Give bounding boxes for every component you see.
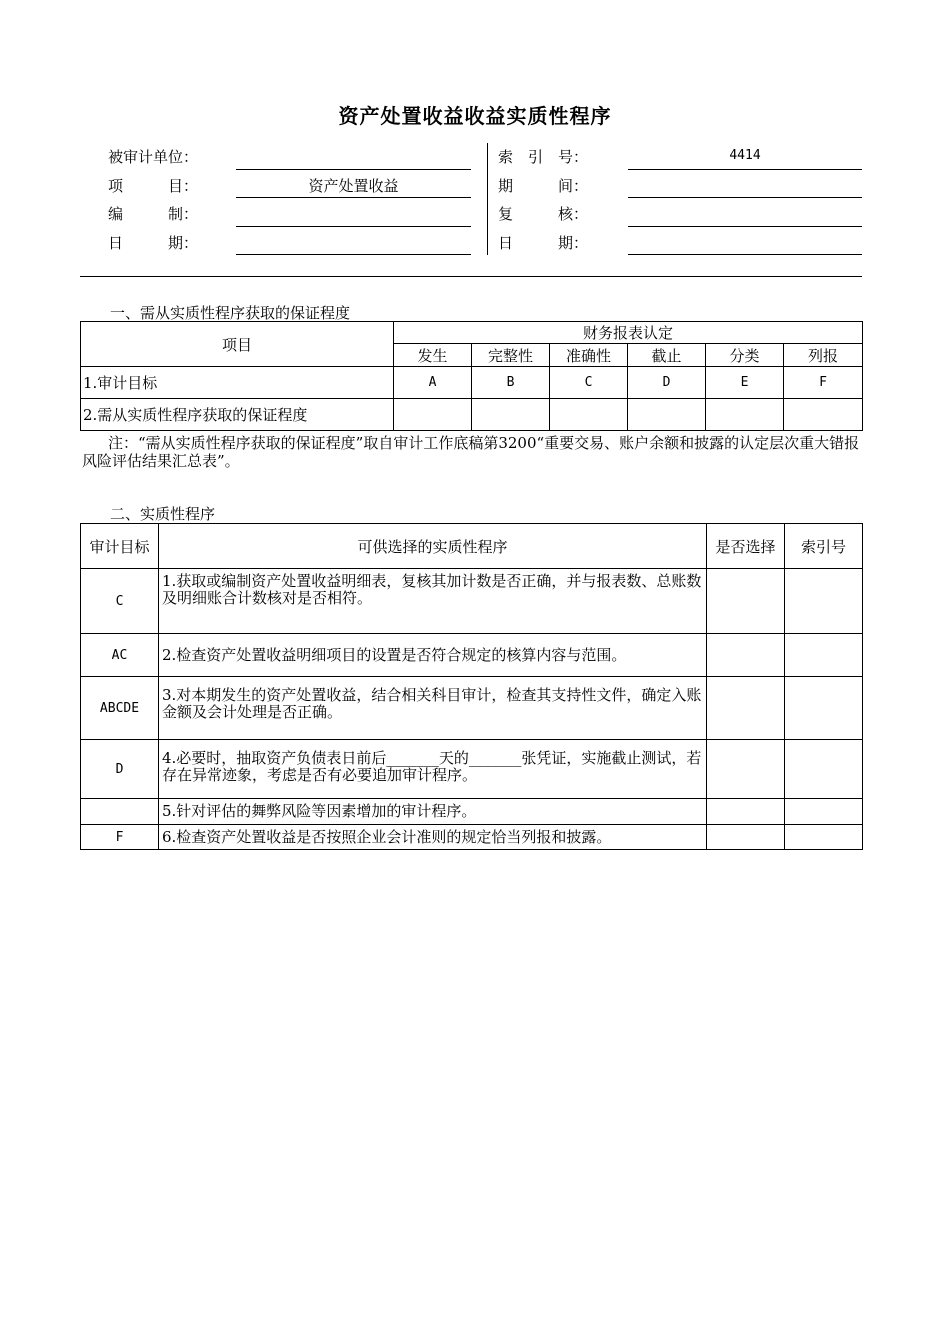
reviewer-label: 复 核： bbox=[498, 205, 589, 223]
reviewer-field[interactable] bbox=[628, 226, 862, 227]
table-row bbox=[81, 799, 863, 825]
index-cell[interactable] bbox=[785, 569, 863, 634]
table-row bbox=[81, 740, 863, 799]
assurance-table bbox=[80, 321, 863, 431]
procedure-cell: 6.检查资产处置收益是否按照企业会计准则的规定恰当列报和披露。 bbox=[159, 825, 707, 850]
table-row bbox=[81, 367, 863, 399]
objective-cell: C bbox=[550, 367, 628, 399]
index-cell[interactable] bbox=[785, 740, 863, 799]
period-label: 期 间： bbox=[498, 177, 589, 195]
table-row bbox=[81, 677, 863, 740]
preparer-label: 编 制： bbox=[108, 205, 199, 223]
index-header: 索引号 bbox=[785, 524, 863, 569]
objective-cell: E bbox=[706, 367, 784, 399]
header-bottom-rule bbox=[80, 276, 862, 277]
procedure-header: 可供选择的实质性程序 bbox=[159, 524, 707, 569]
objective-cell: D bbox=[81, 740, 159, 799]
objective-header: 审计目标 bbox=[81, 524, 159, 569]
item-label: 项 目： bbox=[108, 177, 199, 195]
selected-cell[interactable] bbox=[707, 740, 785, 799]
auditee-field[interactable] bbox=[236, 169, 471, 170]
table-row bbox=[81, 569, 863, 634]
procedure-cell: 3.对本期发生的资产处置收益，结合相关科目审计，检查其支持性文件，确定入账金额及会计处理是否正确。 bbox=[159, 677, 707, 740]
procedure-cell: 4.必要时，抽取资产负债表日前后_______天的_______张凭证，实施截止测试，若存在异常迹象，考虑是否有必要追加审计程序。 bbox=[159, 740, 707, 799]
assertion-header: 截止 bbox=[628, 344, 706, 367]
review-date-field[interactable] bbox=[628, 254, 862, 255]
assertion-header: 完整性 bbox=[472, 344, 550, 367]
table-row bbox=[81, 634, 863, 677]
index-cell[interactable] bbox=[785, 634, 863, 677]
objective-cell: F bbox=[81, 825, 159, 850]
selected-cell[interactable] bbox=[707, 569, 785, 634]
selected-cell[interactable] bbox=[707, 634, 785, 677]
selected-cell[interactable] bbox=[707, 799, 785, 825]
assertion-header: 列报 bbox=[784, 344, 863, 367]
selected-header: 是否选择 bbox=[707, 524, 785, 569]
table-row bbox=[81, 399, 863, 431]
row-label: 2.需从实质性程序获取的保证程度 bbox=[81, 399, 394, 431]
index-cell[interactable] bbox=[785, 677, 863, 740]
assurance-cell[interactable] bbox=[784, 399, 863, 431]
period-field[interactable] bbox=[628, 197, 862, 198]
procedure-cell: 5.针对评估的舞弊风险等因素增加的审计程序。 bbox=[159, 799, 707, 825]
assertions-group-header: 财务报表认定 bbox=[394, 322, 863, 344]
objective-cell: A bbox=[394, 367, 472, 399]
assurance-cell[interactable] bbox=[628, 399, 706, 431]
objective-cell: ABCDE bbox=[81, 677, 159, 740]
assurance-cell[interactable] bbox=[706, 399, 784, 431]
assertion-header: 准确性 bbox=[550, 344, 628, 367]
objective-cell: C bbox=[81, 569, 159, 634]
objective-cell: AC bbox=[81, 634, 159, 677]
auditee-label: 被审计单位： bbox=[108, 148, 199, 166]
index-no-field[interactable] bbox=[628, 169, 862, 170]
index-cell[interactable] bbox=[785, 799, 863, 825]
procedure-cell: 1.获取或编制资产处置收益明细表，复核其加计数是否正确，并与报表数、总账数及明细账合计数核对是否相符。 bbox=[159, 569, 707, 634]
prep-date-label: 日 期： bbox=[108, 234, 199, 252]
objective-cell: D bbox=[628, 367, 706, 399]
section2-title: 二、实质性程序 bbox=[110, 505, 216, 523]
procedure-cell: 2.检查资产处置收益明细项目的设置是否符合规定的核算内容与范围。 bbox=[159, 634, 707, 677]
assurance-cell[interactable] bbox=[394, 399, 472, 431]
assertion-header: 分类 bbox=[706, 344, 784, 367]
source-note: 注：“需从实质性程序获取的保证程度”取自审计工作底稿第3200“重要交易、账户余额和披露的认定层次重大错报风险评估结果汇总表”。 bbox=[82, 434, 860, 470]
preparer-field[interactable] bbox=[236, 226, 471, 227]
header-divider bbox=[487, 143, 488, 255]
item-value: 资产处置收益 bbox=[308, 177, 399, 195]
objective-cell bbox=[81, 799, 159, 825]
table-row bbox=[81, 825, 863, 850]
index-no-value: 4414 bbox=[729, 148, 761, 163]
selected-cell[interactable] bbox=[707, 825, 785, 850]
page-title: 资产处置收益收益实质性程序 bbox=[338, 104, 612, 128]
row-label: 1.审计目标 bbox=[81, 367, 394, 399]
assurance-cell[interactable] bbox=[550, 399, 628, 431]
col-item-header: 项目 bbox=[81, 322, 394, 367]
index-no-label: 索 引 号： bbox=[498, 148, 589, 166]
procedures-table bbox=[80, 523, 863, 850]
index-cell[interactable] bbox=[785, 825, 863, 850]
assertion-header: 发生 bbox=[394, 344, 472, 367]
objective-cell: B bbox=[472, 367, 550, 399]
review-date-label: 日 期： bbox=[498, 234, 589, 252]
objective-cell: F bbox=[784, 367, 863, 399]
selected-cell[interactable] bbox=[707, 677, 785, 740]
item-field[interactable] bbox=[236, 197, 471, 198]
prep-date-field[interactable] bbox=[236, 254, 471, 255]
assurance-cell[interactable] bbox=[472, 399, 550, 431]
section1-title: 一、需从实质性程序获取的保证程度 bbox=[110, 304, 351, 322]
